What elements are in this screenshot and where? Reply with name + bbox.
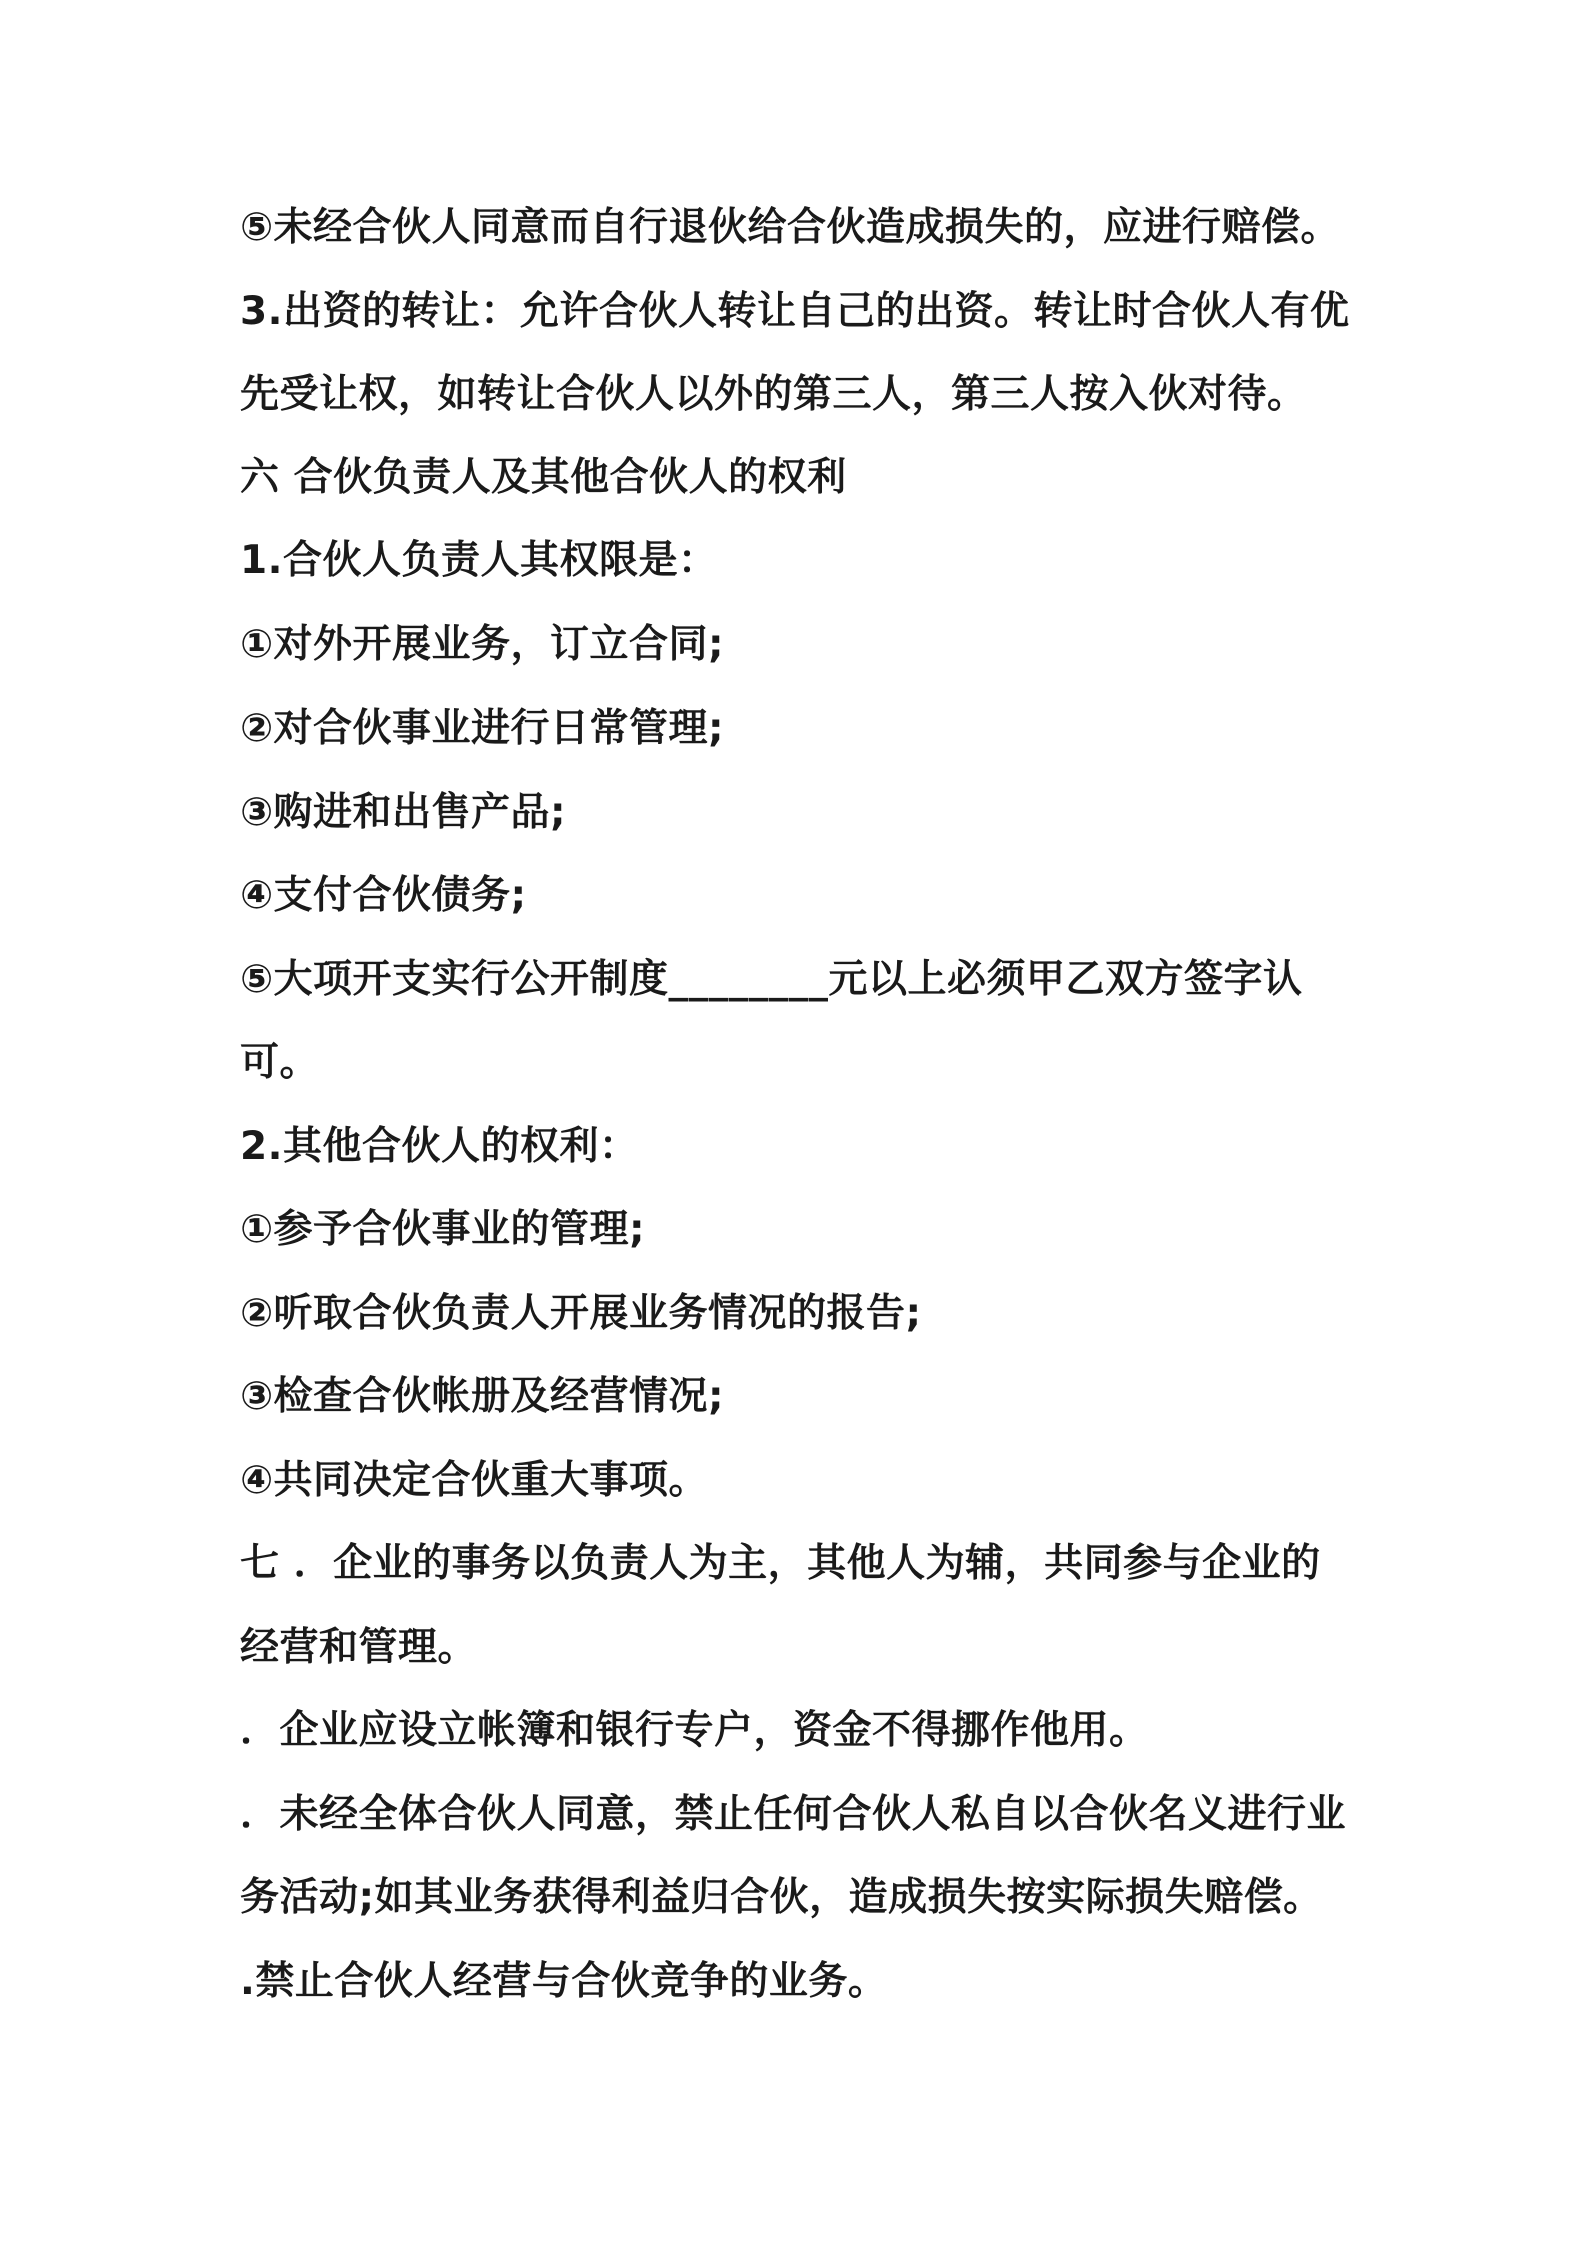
list-item: ③购进和出售产品; [240,790,567,835]
list-item: ②听取合伙负责人开展业务情况的报告; [240,1291,922,1336]
text-line: ．未经全体合伙人同意，禁止任何合伙人私自以合伙名义进行业 [240,1792,1347,1837]
list-item: ②对合伙事业进行日常管理; [240,706,725,751]
text-line: ．企业应设立帐簿和银行专户，资金不得挪作他用。 [240,1708,1149,1753]
section-heading: 七 ．企业的事务以负责人为主，其他人为辅，共同参与企业的 [240,1541,1321,1586]
section-heading: 六 合伙负责人及其他合伙人的权利 [240,455,847,500]
list-item: ⑤大项开支实行公开制度________元以上必须甲乙双方签字认 [240,957,1303,1002]
text-line: 2.其他合伙人的权利： [240,1124,639,1169]
text-line: 3.出资的转让：允许合伙人转让自己的出资。转让时合伙人有优 [240,289,1350,334]
text-line: 可。 [240,1040,320,1085]
list-item: ①对外开展业务，订立合同; [240,622,725,667]
text-line: .禁止合伙人经营与合伙竞争的业务。 [240,1959,888,2004]
list-item: ④共同决定合伙重大事项。 [240,1458,709,1503]
text-line: ⑤未经合伙人同意而自行退伙给合伙造成损失的，应进行赔偿。 [240,205,1341,250]
text-line: 1.合伙人负责人其权限是： [240,538,718,583]
text-line: 先受让权，如转让合伙人以外的第三人，第三人按入伙对待。 [240,372,1307,417]
list-item: ③检查合伙帐册及经营情况; [240,1374,725,1419]
list-item: ①参予合伙事业的管理; [240,1207,646,1252]
text-line: 务活动;如其业务获得利益归合伙，造成损失按实际损失赔偿。 [240,1875,1323,1920]
text-line: 经营和管理。 [240,1625,478,1670]
list-item: ④支付合伙债务; [240,873,527,918]
